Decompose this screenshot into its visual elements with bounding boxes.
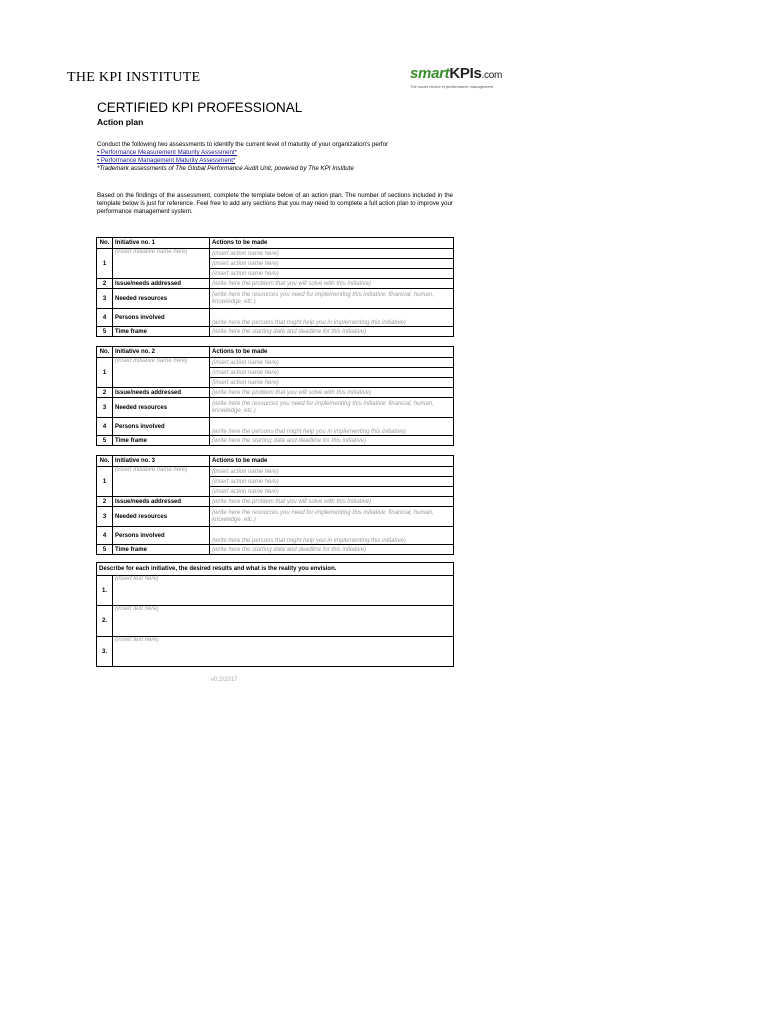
issue-label: Issue/needs addressed: [113, 388, 210, 398]
row-no-5: 5: [97, 545, 113, 555]
time-label: Time frame: [113, 436, 210, 446]
actions-header: Actions to be made: [210, 347, 454, 358]
issue-field[interactable]: (write here the problem that you will solve with this initiative): [210, 279, 454, 289]
initiative-heading: Initiative no. 1: [113, 238, 210, 249]
resources-field[interactable]: (write here the resources you need for implementing this initiative: financial, human, knowledge, etc.): [210, 507, 454, 527]
initiative-heading: Initiative no. 2: [113, 347, 210, 358]
description-field[interactable]: (insert text here): [113, 576, 454, 606]
time-field[interactable]: (write here the starting date and deadline for this initiative): [210, 327, 454, 337]
action-field[interactable]: (insert action name here): [210, 368, 454, 378]
issue-label: Issue/needs addressed: [113, 497, 210, 507]
row-no-3: 3: [97, 507, 113, 527]
col-no-header: No.: [97, 456, 113, 467]
issue-field[interactable]: (write here the problem that you will solve with this initiative): [210, 388, 454, 398]
resources-label: Needed resources: [113, 507, 210, 527]
time-field[interactable]: (write here the starting date and deadline for this initiative): [210, 436, 454, 446]
initiative-table-1: [96, 237, 454, 337]
issue-label: Issue/needs addressed: [113, 279, 210, 289]
description-field[interactable]: (insert text here): [113, 606, 454, 637]
persons-label: Persons involved: [113, 418, 210, 436]
action-field[interactable]: (insert action name here): [210, 378, 454, 388]
brand-kpis: KPIs: [449, 65, 482, 82]
row-no-1: 1: [97, 249, 113, 279]
initiative-heading: Initiative no. 3: [113, 456, 210, 467]
trademark-note: *Trademark assessments of The Global Performance Audit Unit, powered by The KPI Institute: [97, 165, 354, 172]
intro-text: Conduct the following two assessments to identify the current level of maturity of your organization's perfor: [97, 141, 389, 148]
initiative-table-2: [96, 346, 454, 446]
col-no-header: No.: [97, 238, 113, 249]
resources-field[interactable]: (write here the resources you need for implementing this initiative: financial, human, knowledge, etc.): [210, 289, 454, 309]
row-no-1: 1: [97, 358, 113, 388]
intro-block: [97, 141, 457, 173]
kpi-institute-logo: [67, 70, 200, 86]
description-row-no: 1.: [97, 576, 113, 606]
resources-label: Needed resources: [113, 289, 210, 309]
action-field[interactable]: (insert action name here): [210, 487, 454, 497]
col-no-header: No.: [97, 347, 113, 358]
row-no-3: 3: [97, 289, 113, 309]
initiative-name-field[interactable]: (insert initiative name here): [113, 249, 210, 279]
initiative-name-field[interactable]: (insert initiative name here): [113, 467, 210, 497]
kpi-institute-logo-text: THE KPI INSTITUTE: [67, 70, 201, 85]
smartkpis-brand: [410, 66, 500, 84]
action-field[interactable]: (insert action name here): [210, 249, 454, 259]
time-field[interactable]: (write here the starting date and deadline for this initiative): [210, 545, 454, 555]
persons-label: Persons involved: [113, 527, 210, 545]
time-label: Time frame: [113, 327, 210, 337]
persons-field[interactable]: (write here the persons that might help you in implementing this initiative): [210, 527, 454, 545]
row-no-3: 3: [97, 398, 113, 418]
persons-field[interactable]: (write here the persons that might help you in implementing this initiative): [210, 309, 454, 327]
page-subtitle: Action plan: [97, 117, 144, 127]
row-no-5: 5: [97, 436, 113, 446]
description-row-no: 3.: [97, 637, 113, 667]
actions-header: Actions to be made: [210, 456, 454, 467]
action-field[interactable]: (insert action name here): [210, 477, 454, 487]
version-label: v0.2/2017: [211, 677, 238, 683]
row-no-2: 2: [97, 388, 113, 398]
row-no-2: 2: [97, 279, 113, 289]
brand-com: .com: [481, 70, 502, 81]
brand-smart: smart: [410, 65, 450, 82]
description-field[interactable]: (insert text here): [113, 637, 454, 667]
initiative-name-field[interactable]: (insert initiative name here): [113, 358, 210, 388]
row-no-4: 4: [97, 527, 113, 545]
action-field[interactable]: (insert action name here): [210, 259, 454, 269]
row-no-1: 1: [97, 467, 113, 497]
initiative-table-3: [96, 455, 454, 555]
description-row-no: 2.: [97, 606, 113, 637]
description-heading: Describe for each initiative, the desired results and what is the reality you envision.: [97, 563, 454, 576]
issue-field[interactable]: (write here the problem that you will solve with this initiative): [210, 497, 454, 507]
link-measurement-assessment[interactable]: • Performance Measurement Maturity Assessment*: [97, 149, 238, 156]
instructions-text: Based on the findings of the assessment, complete the template below of an action plan. The number of sections included in the template below is just for reference. Feel free to add any sections that you may need to complete a full action plan to improve your performance management system.: [97, 192, 453, 215]
time-label: Time frame: [113, 545, 210, 555]
smartkpis-logo: [410, 66, 500, 89]
persons-label: Persons involved: [113, 309, 210, 327]
link-management-assessment[interactable]: • Performance Management Maturity Assessment*: [97, 157, 236, 164]
row-no-2: 2: [97, 497, 113, 507]
persons-field[interactable]: (write here the persons that might help you in implementing this initiative): [210, 418, 454, 436]
row-no-4: 4: [97, 418, 113, 436]
resources-field[interactable]: (write here the resources you need for implementing this initiative: financial, human, knowledge, etc.): [210, 398, 454, 418]
action-field[interactable]: (insert action name here): [210, 467, 454, 477]
actions-header: Actions to be made: [210, 238, 454, 249]
page-title: CERTIFIED KPI PROFESSIONAL: [97, 100, 303, 115]
description-table: [96, 562, 454, 667]
resources-label: Needed resources: [113, 398, 210, 418]
action-field[interactable]: (insert action name here): [210, 269, 454, 279]
action-field[interactable]: (insert action name here): [210, 358, 454, 368]
row-no-5: 5: [97, 327, 113, 337]
row-no-4: 4: [97, 309, 113, 327]
smartkpis-tagline: The smart choice in performance management: [410, 84, 493, 89]
